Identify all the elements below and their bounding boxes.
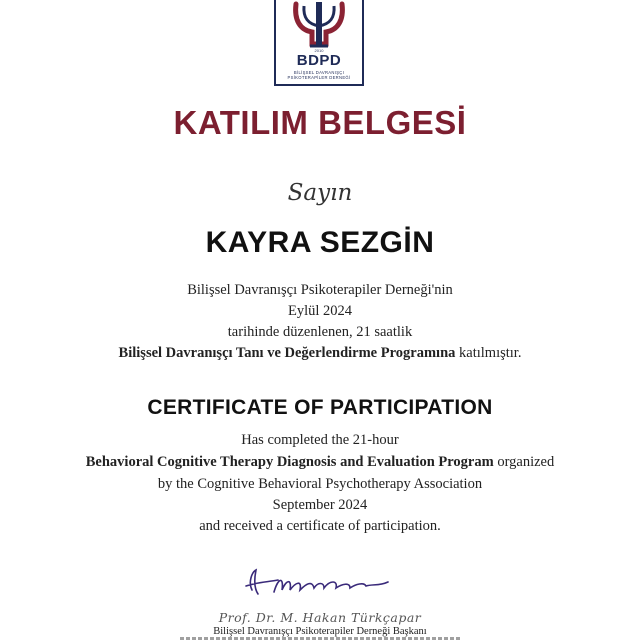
logo-abbreviation: BDPD [296, 52, 342, 69]
en-line-5: and received a certificate of participation. [199, 518, 441, 534]
logo-subtitle-line1: BİLİŞSEL DAVRANIŞÇI [293, 70, 345, 75]
psi-emblem-icon [276, 0, 362, 50]
logo-year: 2010 [314, 48, 324, 53]
en-line-4: September 2024 [272, 497, 368, 513]
en-program-suffix: organized [497, 454, 555, 470]
salutation: Sayın [287, 180, 353, 206]
logo-subtitle-line2: PSİKOTERAPİLER DERNEĞİ [287, 75, 351, 80]
en-line-3: by the Cognitive Behavioral Psychotherapy Association [157, 476, 483, 492]
tr-program-suffix: katılmıştır. [459, 345, 522, 361]
tr-line-2: Eylül 2024 [287, 303, 353, 319]
bdpd-logo [274, 0, 364, 86]
certificate-title-english: CERTIFICATE OF PARTICIPATION [147, 396, 493, 419]
signer-name: Prof. Dr. M. Hakan Türkçapar [218, 610, 422, 625]
certificate-title: KATILIM BELGESİ [173, 104, 467, 141]
tr-line-1: Bilişsel Davranışçı Psikoterapiler Derneği'nin [187, 282, 453, 298]
en-program-name: Behavioral Cognitive Therapy Diagnosis and Evaluation Program [85, 454, 494, 470]
signer-role: Bilişsel Davranışçı Psikoterapiler Derneği Başkanı [213, 626, 427, 637]
handwritten-signature [238, 564, 398, 604]
en-line-1: Has completed the 21-hour [241, 432, 399, 448]
recipient-name: KAYRA SEZGİN [205, 226, 435, 259]
en-program-line [0, 454, 640, 471]
tr-program-name: Bilişsel Davranışçı Tanı ve Değerlendirme Programına [118, 345, 456, 361]
tr-line-3: tarihinde düzenlenen, 21 saatlik [227, 324, 413, 340]
tr-program-line [0, 345, 640, 362]
